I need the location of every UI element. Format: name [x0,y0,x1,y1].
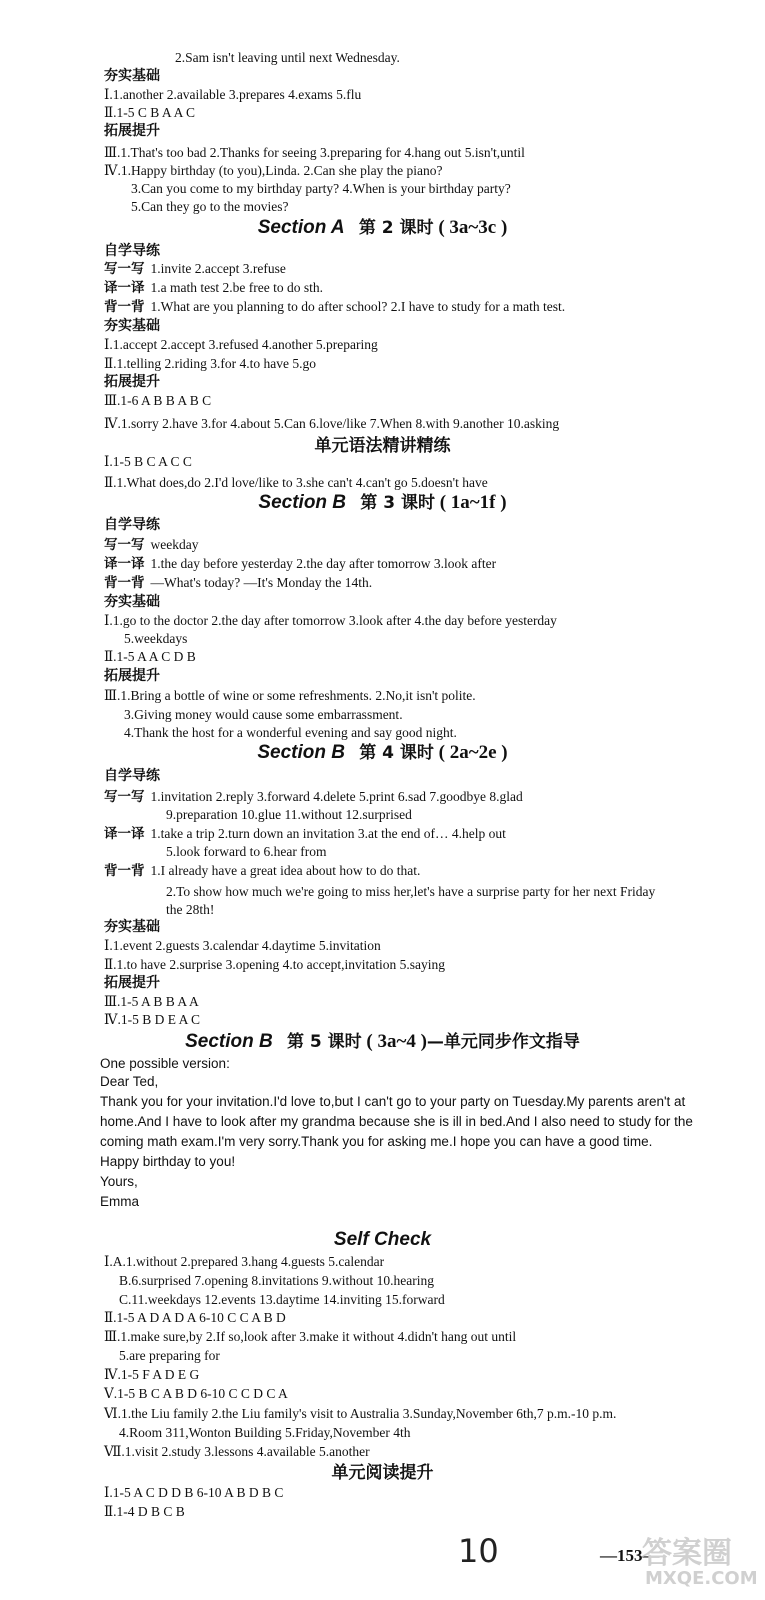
answer-line [104,574,372,592]
answer-line: C.11.weekdays 12.events 13.daytime 14.inviting 15.forward [119,1292,445,1307]
answer-line: 3.Giving money would cause some embarrassment. [124,707,403,722]
answer-line: 5.are preparing for [119,1348,220,1363]
answer-line: Ⅱ.1-5 A A C D B [104,649,196,664]
answer-line: Ⅱ.1-5 A D A D A 6-10 C C A B D [104,1310,286,1325]
answer-text: 1.a math test 2.be free to do sth. [150,280,323,295]
answer-line: Ⅱ.1-4 D B C B [104,1504,185,1519]
answer-line: the 28th! [166,902,215,917]
answer-line: 3.Can you come to my birthday party? 4.When is your birthday party? [131,181,511,196]
section-title: Section B [185,1031,273,1052]
tag-label: 译一译 [104,280,145,296]
answer-line: 2.To show how much we're going to miss her,let's have a surprise party for her next Friday [166,884,656,899]
heading-hangshi-jichu: 夯实基础 [104,318,160,334]
answer-line [104,788,523,806]
answer-line: Ⅲ.1.That's too bad 2.Thanks for seeing 3.preparing for 4.hang out 5.isn't,until [104,145,525,160]
heading-tuozhan-tisheng: 拓展提升 [104,374,160,390]
answer-line: Ⅲ.1.make sure,by 2.If so,look after 3.make it without 4.didn't hang out until [104,1329,517,1344]
essay-line: Happy birthday to you! [100,1154,236,1169]
page-number: —153— [600,1546,660,1565]
answer-line [104,260,286,278]
answer-text: 1.invitation 2.reply 3.forward 4.delete 5.print 6.sad 7.goodbye 8.glad [150,789,523,804]
heading-hangshi-jichu: 夯实基础 [104,68,160,84]
watermark-logo: 答案圈 [642,1536,732,1571]
section-heading [0,1228,765,1252]
handwritten-number: 10 [458,1532,499,1570]
answer-line: Ⅰ.1-5 A C D D B 6-10 A B D B C [104,1485,284,1500]
essay-line: One possible version: [100,1056,230,1071]
answer-line: B.6.surprised 7.opening 8.invitations 9.without 10.hearing [119,1273,434,1288]
section-title: 单元阅读提升 [331,1463,434,1483]
section-lesson: 第 2 课时 [358,218,434,238]
heading-zixue-daolian: 自学导练 [104,517,160,533]
section-range: ( 3a~3c ) [438,217,508,238]
heading-hangshi-jichu: 夯实基础 [104,919,160,935]
essay-line: Dear Ted, [100,1074,159,1089]
answer-line: Ⅰ.1.another 2.available 3.prepares 4.exams 5.flu [104,87,362,102]
answer-text: weekday [150,537,199,552]
tag-label: 译一译 [104,556,145,572]
answer-line: Ⅳ.1-5 B D E A C [104,1012,200,1027]
tag-label: 写一写 [104,537,145,553]
heading-zixue-daolian: 自学导练 [104,243,160,259]
answer-line: Ⅱ.1.to have 2.surprise 3.opening 4.to accept,invitation 5.saying [104,957,445,972]
essay-line: home.And I have to look after my grandma because she is ill in bed.And I also need to study for the [100,1114,693,1129]
answer-line: Ⅲ.1.Bring a bottle of wine or some refreshments. 2.No,it isn't polite. [104,688,476,703]
answer-line [104,555,496,573]
heading-hangshi-jichu: 夯实基础 [104,594,160,610]
answer-line: Ⅰ.1.event 2.guests 3.calendar 4.daytime 5.invitation [104,938,381,953]
essay-line: coming math exam.I'm very sorry.Thank you for asking me.I hope you can have a good time. [100,1134,653,1149]
watermark-url: MXQE.COM [645,1568,758,1589]
tag-label: 背一背 [104,863,145,879]
answer-line: 9.preparation 10.glue 11.without 12.surprised [166,807,412,822]
answer-line: Ⅰ.A.1.without 2.prepared 3.hang 4.guests 5.calendar [104,1254,385,1269]
answer-line [104,298,565,316]
section-heading [0,741,765,765]
section-range: ( 2a~2e ) [438,742,508,763]
section-title: Section B [258,492,347,513]
tag-label: 写一写 [104,789,145,805]
answer-line: Ⅲ.1-5 A B B A A [104,994,199,1009]
answer-line: Ⅱ.1.What does,do 2.I'd love/like to 3.she can't 4.can't go 5.doesn't have [104,475,488,490]
answer-line [104,862,420,880]
answer-line [104,536,198,554]
heading-zixue-daolian: 自学导练 [104,768,160,784]
section-title: Section B [257,742,345,763]
tag-label: 译一译 [104,826,145,842]
answer-line [104,825,506,843]
section-heading [0,491,765,515]
section-title: 单元语法精讲精练 [314,436,451,456]
answer-line: Ⅰ.1.go to the doctor 2.the day after tomorrow 3.look after 4.the day before yesterday [104,613,557,628]
tag-label: 背一背 [104,575,145,591]
answer-line: Ⅳ.1.Happy birthday (to you),Linda. 2.Can she play the piano? [104,163,443,178]
section-title: Self Check [333,1229,432,1250]
answer-line: Ⅳ.1-5 F A D E G [104,1367,200,1382]
answer-line: Ⅳ.1.sorry 2.have 3.for 4.about 5.Can 6.love/like 7.When 8.with 9.another 10.asking [104,416,560,431]
answer-line: Ⅰ.1.accept 2.accept 3.refused 4.another 5.preparing [104,337,378,352]
answer-line: 5.look forward to 6.hear from [166,844,327,859]
answer-line: Ⅱ.1-5 C B A A C [104,105,195,120]
answer-line: 5.weekdays [124,631,188,646]
essay-line: Yours, [100,1174,138,1189]
answer-line: 4.Room 311,Wonton Building 5.Friday,November 4th [119,1425,411,1440]
section-range: ( 3a~4 ) [366,1031,427,1052]
answer-line: Ⅲ.1-6 A B B A B C [104,393,212,408]
section-lesson: 第 3 课时 [360,493,435,513]
heading-tuozhan-tisheng: 拓展提升 [104,975,160,991]
answer-text: 1.invite 2.accept 3.refuse [150,261,286,276]
section-lesson: 第 4 课时 [359,743,434,763]
answer-line: 5.Can they go to the movies? [131,199,289,214]
answer-line: 2.Sam isn't leaving until next Wednesday. [175,50,400,65]
answer-line [104,279,323,297]
section-lesson: 第 5 课时 [286,1032,362,1052]
answer-line: Ⅴ.1-5 B C A B D 6-10 C C D C A [104,1386,288,1401]
essay-line: Thank you for your invitation.I'd love to,but I can't go to your party on Tuesday.My parents aren't at [100,1094,686,1109]
heading-tuozhan-tisheng: 拓展提升 [104,123,160,139]
heading-tuozhan-tisheng: 拓展提升 [104,668,160,684]
tag-label: 背一背 [104,299,145,315]
answer-line: 4.Thank the host for a wonderful evening and say good night. [124,725,457,740]
answer-text: 1.What are you planning to do after school? 2.I have to study for a math test. [150,299,566,314]
answer-text: —What's today? —It's Monday the 14th. [150,575,373,590]
section-title: Section A [257,217,345,238]
answer-line: Ⅵ.1.the Liu family 2.the Liu family's visit to Australia 3.Sunday,November 6th,7 p.m.-10 p.m. [104,1406,617,1421]
tag-label: 写一写 [104,261,145,277]
answer-line: Ⅶ.1.visit 2.study 3.lessons 4.available 5.another [104,1444,370,1459]
section-heading [0,1461,765,1485]
section-heading [0,1030,765,1054]
answer-text: 1.take a trip 2.turn down an invitation 3.at the end of… 4.help out [150,826,506,841]
answer-text: 1.the day before yesterday 2.the day after tomorrow 3.look after [150,556,497,571]
section-heading [0,216,765,240]
answer-line: Ⅰ.1-5 B C A C C [104,454,192,469]
answer-line: Ⅱ.1.telling 2.riding 3.for 4.to have 5.go [104,356,317,371]
essay-line: Emma [100,1194,140,1209]
section-suffix: —单元同步作文指导 [426,1032,580,1052]
answer-text: 1.I already have a great idea about how to do that. [150,863,421,878]
section-range: ( 1a~1f ) [439,492,507,513]
